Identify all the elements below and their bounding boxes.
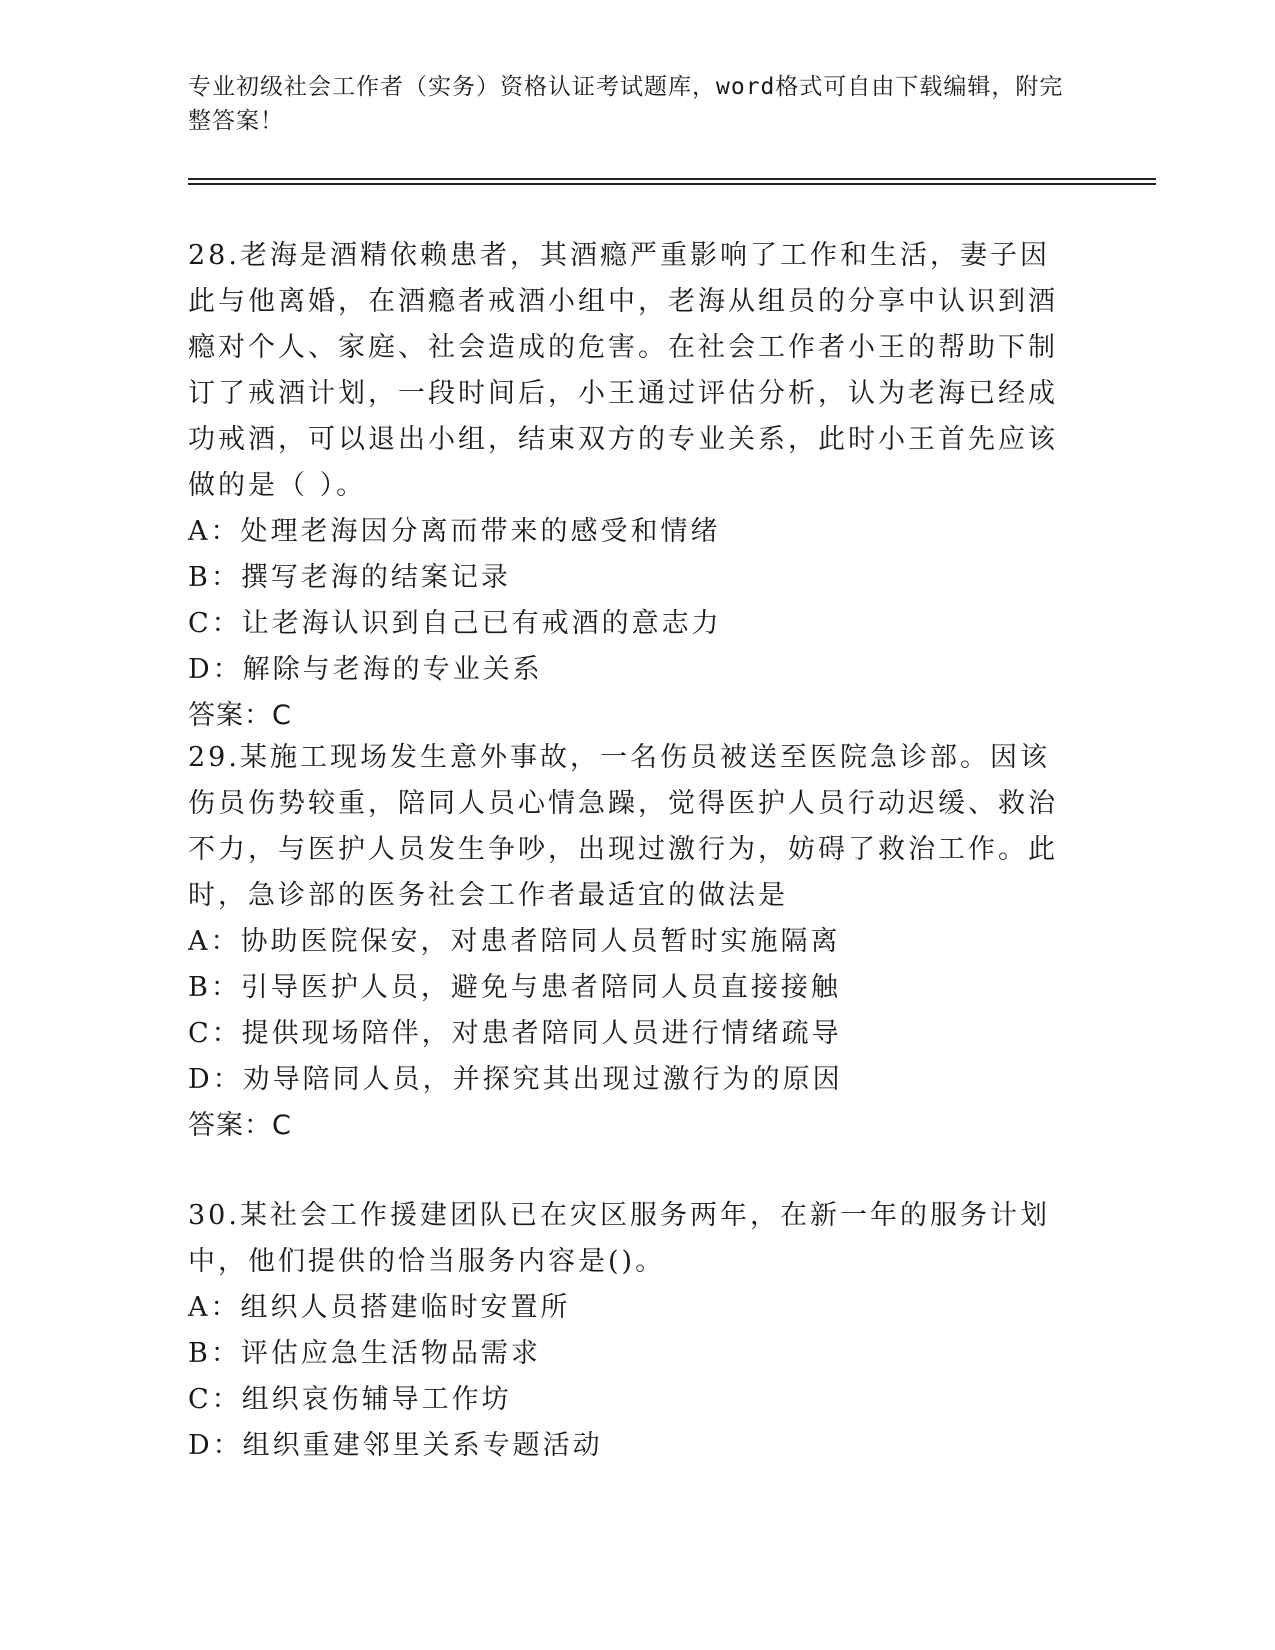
option-c: C：提供现场陪伴，对患者陪同人员进行情绪疏导 <box>188 1018 842 1049</box>
page-header: 专业初级社会工作者（实务）资格认证考试题库，word格式可自由下载编辑，附完整答案！ <box>188 74 1064 134</box>
option-d: D：劝导陪同人员，并探究其出现过激行为的原因 <box>188 1064 843 1095</box>
option-c: C：组织哀伤辅导工作坊 <box>188 1384 512 1415</box>
question-stem: 28.老海是酒精依赖患者，其酒瘾严重影响了工作和生活，妻子因此与他离婚，在酒瘾者戒酒小组中，老海从组员的分享中认识到酒瘾对个人、家庭、社会造成的危害。在社会工作者小王的帮助下制订了戒酒计划，一段时间后，小王通过评估分析，认为老海已经成功戒酒，可以退出小组，结束双方的专业关系，此时小王首先应该做的是（ ）。 <box>188 240 1058 501</box>
question-stem: 29.某施工现场发生意外事故，一名伤员被送至医院急诊部。因该伤员伤势较重，陪同人员心情急躁，觉得医护人员行动迟缓、救治不力，与医护人员发生争吵，出现过激行为，妨碍了救治工作。此时，急诊部的医务社会工作者最适宜的做法是 <box>188 742 1058 911</box>
option-a: A：处理老海因分离而带来的感受和情绪 <box>188 516 721 547</box>
answer-line: 答案：C <box>188 1110 292 1141</box>
header-divider-bottom <box>188 183 1156 185</box>
option-a: A：组织人员搭建临时安置所 <box>188 1292 571 1323</box>
option-c: C：让老海认识到自己已有戒酒的意志力 <box>188 608 722 639</box>
answer-line: 答案：C <box>188 700 292 731</box>
option-b: B：评估应急生活物品需求 <box>188 1338 541 1369</box>
option-d: D：解除与老海的专业关系 <box>188 654 543 685</box>
option-b: B：引导医护人员，避免与患者陪同人员直接接触 <box>188 972 841 1003</box>
question-stem: 30.某社会工作援建团队已在灾区服务两年，在新一年的服务计划中，他们提供的恰当服务内容是()。 <box>188 1200 1050 1277</box>
option-b: B：撰写老海的结案记录 <box>188 562 511 593</box>
question-29 <box>188 735 1068 1149</box>
option-a: A：协助医院保安，对患者陪同人员暂时实施隔离 <box>188 926 841 957</box>
question-28 <box>188 233 1068 739</box>
option-d: D：组织重建邻里关系专题活动 <box>188 1430 603 1461</box>
header-divider-top <box>188 178 1156 180</box>
question-30 <box>188 1193 1068 1469</box>
